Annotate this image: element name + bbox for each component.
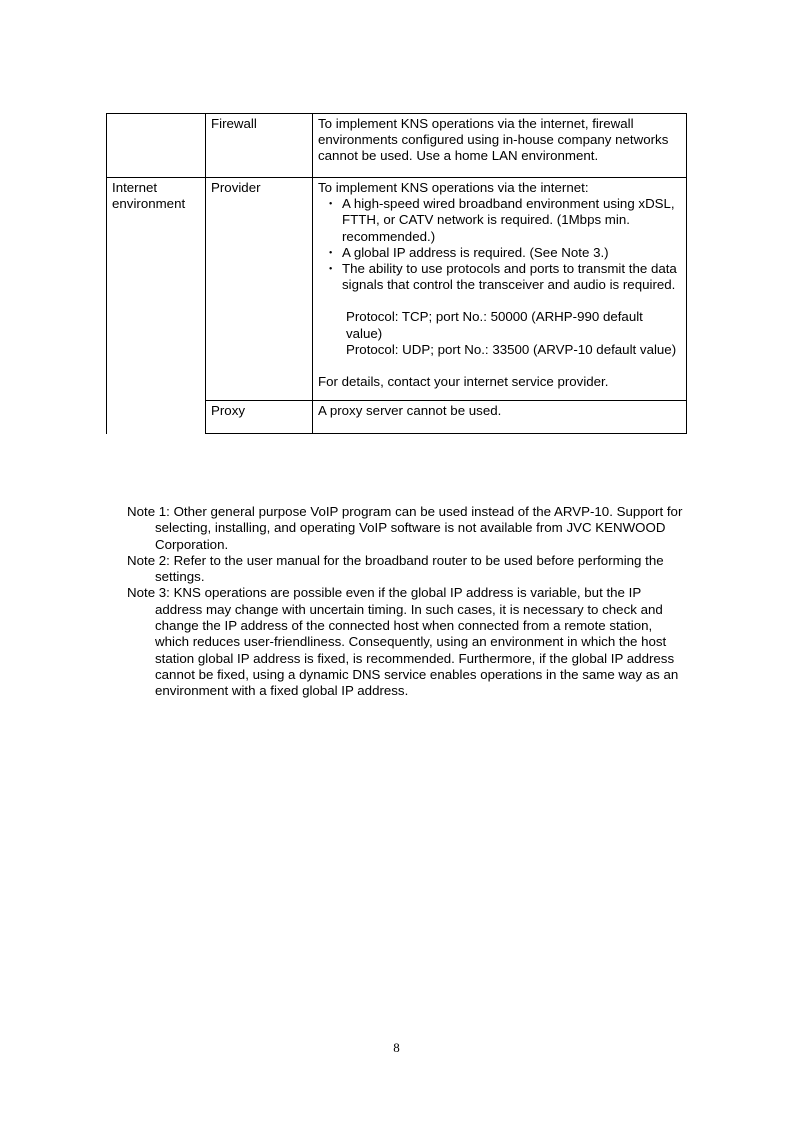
protocol-tcp: Protocol: TCP; port No.: 50000 (ARHP-990 default value) <box>346 309 643 341</box>
list-item <box>318 245 681 261</box>
protocol-udp: Protocol: UDP; port No.: 33500 (ARVP-10 default value) <box>346 341 677 357</box>
description-cell <box>313 178 687 401</box>
category-cell <box>107 114 206 178</box>
table-row-firewall <box>107 114 687 178</box>
requirements-table <box>106 113 687 434</box>
page-number: 8 <box>393 1040 400 1055</box>
list-item <box>318 196 681 245</box>
bullet-text: A high-speed wired broadband environment using xDSL, FTTH, or CATV network is required. (1Mbps min. recommended.) <box>342 196 675 244</box>
provider-intro: To implement KNS operations via the internet: <box>318 180 589 195</box>
description-cell: A proxy server cannot be used. <box>313 401 687 434</box>
list-item <box>318 261 681 293</box>
note-3: Note 3: KNS operations are possible even if the global IP address is variable, but the IP address may change with uncertain timing. In such cases, it is necessary to check and change the IP address of the connected host when connected from a remote station, which reduces user-friendliness. Consequently, using an environment in which the host station global IP address is fixed, is recommended. Furthermore, if the global IP address cannot be fixed, using a dynamic DNS service enables operations in the same way as an environment with a fixed global IP address. <box>127 585 679 699</box>
bullet-icon: ・ <box>324 261 338 277</box>
note-1: Note 1: Other general purpose VoIP program can be used instead of the ARVP-10. Support for selecting, installing, and operating VoIP software is not available from JVC KENWOOD Corporation. <box>127 504 683 552</box>
bullet-text: The ability to use protocols and ports to transmit the data signals that control the transceiver and audio is required. <box>342 261 677 293</box>
bullet-icon: ・ <box>324 196 338 212</box>
description-cell: To implement KNS operations via the internet, firewall environments configured using in-house company networks cannot be used. Use a home LAN environment. <box>313 114 687 178</box>
table-row-provider <box>107 178 687 401</box>
note-2: Note 2: Refer to the user manual for the broadband router to be used before performing the settings. <box>127 552 664 585</box>
bullet-icon: ・ <box>324 244 338 260</box>
protocol-list <box>318 309 681 358</box>
item-cell: Firewall <box>206 114 313 178</box>
item-cell: Proxy <box>206 401 313 434</box>
category-cell: Internet environment <box>107 178 206 434</box>
item-cell: Provider <box>206 178 313 401</box>
bullet-text: A global IP address is required. (See Note 3.) <box>342 244 609 260</box>
provider-details: For details, contact your internet service provider. <box>318 374 609 390</box>
notes-section <box>127 504 687 700</box>
provider-bullet-list <box>318 196 681 293</box>
